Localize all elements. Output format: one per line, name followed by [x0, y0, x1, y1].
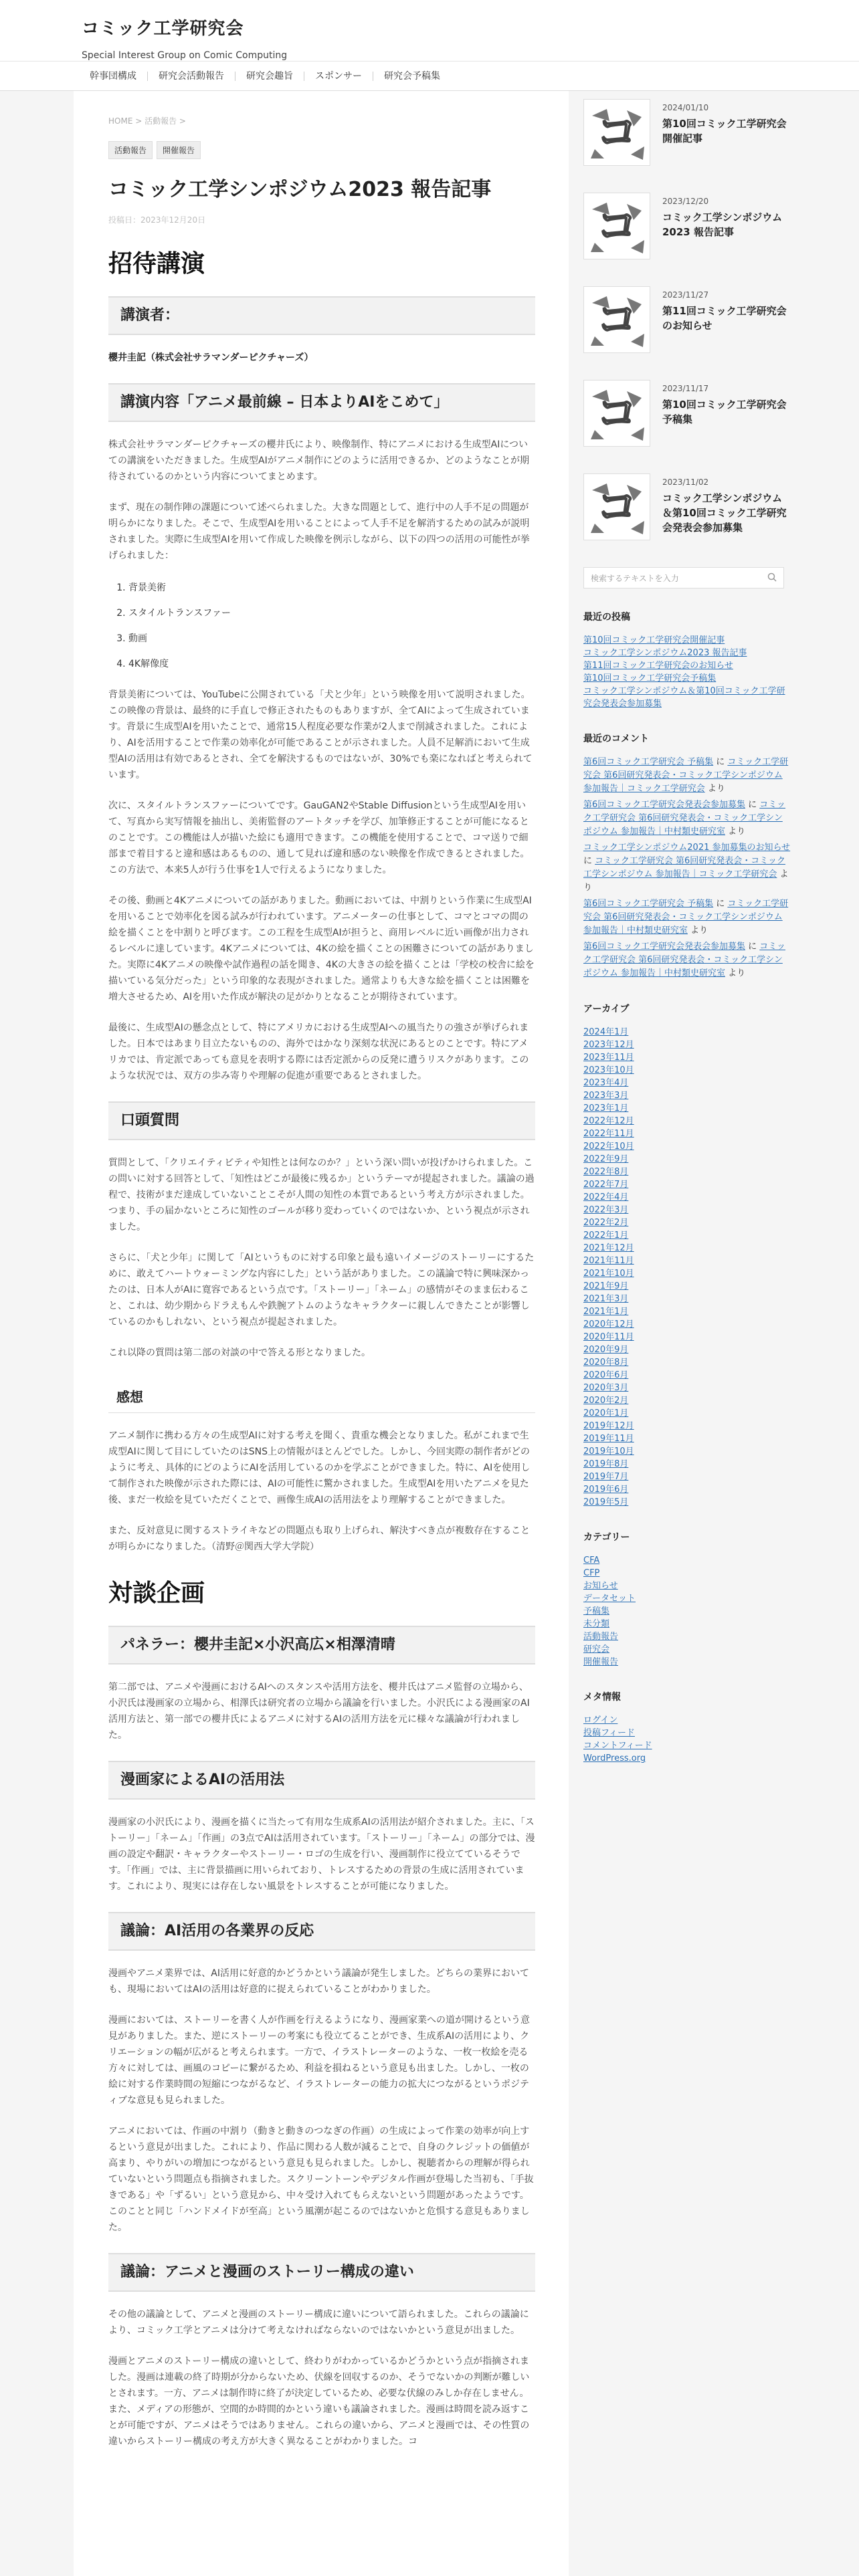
category-title: カテゴリー: [583, 1532, 630, 1543]
recent-comments-list: [583, 756, 791, 980]
recent-post-card[interactable]: [583, 193, 791, 259]
archive-link[interactable]: 2022年9月: [583, 1154, 629, 1164]
svg-text:コ: コ: [595, 108, 638, 156]
meta-list: [583, 1714, 791, 1765]
paragraph: さらに、「犬と少年」に関して「AIというものに対する印象と最も遠いイメージのストーリーにするために、敢えてハートウォーミングな内容にした」という話がありました。この議論で特に興味深かったのは、日本人がAIに寛容であるという点です。「ストーリー」「ネーム」の感情がそのまま伝わること、これは、幼少期からドラえもんや鉄腕アトムのようなキャラクターに親しんできたことが影響しているのかもしれない、という視点が提起されました。: [108, 1253, 535, 1327]
meta-link[interactable]: ログイン: [583, 1715, 618, 1725]
archive-link[interactable]: 2022年1月: [583, 1230, 629, 1241]
heading-qa: 口頭質問: [108, 1101, 535, 1140]
svg-text:コ: コ: [595, 482, 638, 531]
comment-separator: に: [745, 942, 760, 952]
paragraph: これ以降の質問は第二部の対談の中で答える形となりました。: [108, 1348, 371, 1358]
post-date: 投稿日：2023年12月20日: [108, 215, 206, 225]
comment-tail: より: [583, 869, 789, 893]
archive-link[interactable]: 2020年9月: [583, 1345, 629, 1355]
recent-post-card[interactable]: [583, 473, 791, 540]
archive-title: アーカイブ: [583, 1004, 630, 1014]
recent-post-card[interactable]: [583, 99, 791, 166]
recent-post-link[interactable]: コミック工学シンポジウム2023 報告記事: [583, 648, 747, 658]
nav-item-purpose[interactable]: 研究会趣旨: [235, 72, 304, 81]
meta-title: メタ情報: [583, 1692, 621, 1703]
paragraph: まず、現在の制作陣の課題について述べられました。大きな問題として、進行中の人手不足の問題が明らかになりました。そこで、生成型AIを用いることによって人手不足を解消するための試みが説明されました。実際に生成型AIを用いて作成した映像を例示しながら、以下の四つの活用の可能性が挙げられました：: [108, 502, 530, 561]
archive-link[interactable]: 2019年11月: [583, 1434, 634, 1444]
comment-author-link[interactable]: 第6回コミック工学研究会 予稿集: [583, 757, 714, 767]
archive-link[interactable]: 2022年3月: [583, 1205, 629, 1215]
comment-separator: に: [745, 800, 760, 810]
post-date: 2023/11/02: [662, 477, 709, 487]
recent-cards: [583, 99, 791, 540]
post-article: [74, 91, 569, 2576]
nav-item-proceedings[interactable]: 研究会予稿集: [384, 70, 440, 82]
heading-story-structure: 議論：アニメと漫画のストーリー構成の違い: [108, 2253, 535, 2292]
recent-post-link[interactable]: 第11回コミック工学研究会のお知らせ: [583, 661, 733, 671]
post-thumbnail[interactable]: [583, 99, 650, 166]
paragraph: 漫画家の小沢氏により、漫画を描くに当たって有用な生成系AIの活用法が紹介されました。主に、「ストーリー」「ネーム」「作画」の3点でAIは活用されています。「ストーリー」「ネーム」の部分では、漫画の設定や翻訳・キャラクターやストーリー・ロゴの生成を行い、漫画制作に役立てているそうです。「作画」では、主に背景描画に用いられており、トレスするための背景の生成に活用されています。これにより、現実には存在しない風景をトレスすることが可能になりました。: [108, 1817, 535, 1892]
archive-link[interactable]: 2019年12月: [583, 1421, 634, 1431]
comment-separator: に: [713, 757, 728, 767]
archive-link[interactable]: 2019年6月: [583, 1485, 629, 1495]
archive-link[interactable]: 2021年3月: [583, 1294, 629, 1304]
section-dialogue: 対談企画: [108, 1580, 205, 1607]
paragraph: その他の議論として、アニメと漫画のストーリー構成に違いについて語られました。これらの議論により、コミック工学とアニメは分けて考えなければならないのではないかという意見が出ました。: [108, 2309, 529, 2336]
heading-panelists: パネラー：櫻井圭記×小沢高広×相澤清晴: [108, 1626, 535, 1665]
search-box[interactable]: [583, 567, 784, 588]
comment-tail: より: [688, 926, 708, 936]
heading-talk-content: 講演内容「アニメ最前線 – 日本よりAIをこめて」: [108, 383, 535, 422]
paragraph: 最後に、生成型AIの懸念点として、特にアメリカにおける生成型AIへの風当たりの強さが挙げられました。日本ではあまり目立たないものの、海外ではかなり深刻な状況にあるとのことです。特にアメリカでは、肯定派であっても意見を表明する際には否定派からの反発に遭うリスクがあります。このような状況では、双方の歩み寄りや理解の促進が重要であるとされました。: [108, 1023, 529, 1081]
meta-link[interactable]: コメントフィード: [583, 1741, 652, 1751]
archive-link[interactable]: 2020年8月: [583, 1358, 629, 1368]
post-title-link[interactable]: コミック工学シンポジウム＆第10回コミック工学研究会発表会参加募集: [662, 492, 787, 534]
category-tag-activity[interactable]: 活動報告: [108, 141, 153, 159]
archive-link[interactable]: 2021年10月: [583, 1269, 634, 1279]
archive-link[interactable]: 2023年12月: [583, 1040, 634, 1050]
ai-use-list: [108, 580, 535, 672]
archive-link[interactable]: 2019年10月: [583, 1446, 634, 1457]
archive-link[interactable]: 2022年8月: [583, 1167, 629, 1177]
recent-post-link[interactable]: 第10回コミック工学研究会予稿集: [583, 673, 717, 683]
list-item: 3. 動画: [128, 631, 535, 647]
recent-post-card[interactable]: [583, 380, 791, 447]
archive-link[interactable]: 2021年11月: [583, 1256, 634, 1266]
post-title-link[interactable]: 第10回コミック工学研究会開催記事: [662, 118, 787, 144]
category-link[interactable]: データセット: [583, 1594, 636, 1604]
post-thumbnail[interactable]: [583, 473, 650, 540]
category-link[interactable]: お知らせ: [583, 1581, 618, 1591]
archive-link[interactable]: 2022年4月: [583, 1192, 629, 1202]
search-icon[interactable]: [767, 572, 777, 584]
comment-item: [583, 798, 791, 839]
archive-link[interactable]: 2023年11月: [583, 1053, 634, 1063]
comment-post-link[interactable]: コミック工学研究会 第6回研究発表会・コミック工学シンポジウム 参加報告｜中村類史研究室: [583, 942, 786, 978]
list-item: 1. 背景美術: [128, 580, 535, 596]
recent-post-card[interactable]: [583, 286, 791, 353]
archive-list: [583, 1026, 791, 1509]
post-date: 2023/11/17: [662, 384, 709, 393]
comment-author-link[interactable]: コミック工学シンポジウム2021 参加募集のお知らせ: [583, 843, 791, 853]
svg-text:コ: コ: [595, 295, 638, 344]
archive-link[interactable]: 2019年5月: [583, 1497, 629, 1507]
comment-item: [583, 841, 791, 895]
archive-link[interactable]: 2023年3月: [583, 1091, 629, 1101]
archive-link[interactable]: 2020年12月: [583, 1319, 634, 1329]
comment-separator: に: [713, 899, 728, 909]
paragraph: 次に、スタイルトランスファーについてです。GauGAN2やStable Diffusionという生成型AIを用いて、写真から実写情報を抽出し、美術監督のアートタッチを学び、加筆修正することが可能になるとのことです。この機能は人が描いた絵にも適用できます。この機能を使用することで、コマ送りで細部まで着目すると違和感はあるものの、通して見れば違和感のない映像を作成できるとされました。この方法で、本来5人が行う仕事を1人で行えるようになりました。: [108, 800, 530, 875]
archive-link[interactable]: 2022年11月: [583, 1129, 634, 1139]
archive-link[interactable]: 2021年1月: [583, 1307, 629, 1317]
archive-link[interactable]: 2023年1月: [583, 1103, 629, 1113]
post-thumbnail[interactable]: [583, 193, 650, 259]
archive-link[interactable]: 2019年7月: [583, 1472, 629, 1482]
comment-post-link[interactable]: コミック工学研究会 第6回研究発表会・コミック工学シンポジウム 参加報告｜コミック工学研究会: [583, 757, 789, 794]
paragraph: アニメにおいては、作画の中割り（動きと動きのつなぎの作画）の生成によって作業の効率が向上するという意見が出ました。これにより、作品に関わる人数が減ることで、自身のクレジットの価値が高まり、やりがいの増加につながるという意見も見られました。しかし、視聴者からの理解が得られていないという問題点も指摘されました。スクリーントーンやデジタル作画が登場した当初も、「手抜きである」や「ずるい」という意見から、中々受け入れてもらえないという問題があったようです。このことと同じ「ハンドメイドが至高」という風潮が起こるのではないかと危惧する意見もありました。: [108, 2126, 534, 2233]
comment-post-link[interactable]: コミック工学研究会 第6回研究発表会・コミック工学シンポジウム 参加報告｜コミック工学研究会: [583, 856, 786, 879]
category-list: [583, 1554, 791, 1669]
post-date: 2023/12/20: [662, 197, 709, 206]
recent-posts-list: [583, 634, 791, 710]
category-link[interactable]: CFA: [583, 1555, 600, 1566]
archive-link[interactable]: 2023年4月: [583, 1078, 629, 1088]
heading-industry-reaction: 議論：AI活用の各業界の反応: [108, 1912, 535, 1951]
svg-text:コ: コ: [595, 389, 638, 437]
archive-link[interactable]: 2020年1月: [583, 1408, 629, 1418]
archive-link[interactable]: 2022年2月: [583, 1218, 629, 1228]
heading-thoughts: 感想: [108, 1381, 535, 1413]
paragraph: アニメ制作に携わる方々の生成型AIに対する考えを聞く、貴重な機会となりました。私がこれまで生成型AIに関して目にしていたのはSNS上の情報がほとんどでした。しかし、今回実際の制作者がどのように考え、具体的にどのようにAIを活用しているのかを学ぶことができました。特に、AIを使用して制作された映像が示された際には、AIの可能性に驚かされました。生成型AIを用いたアニメを見た後、まだ一枚絵を見ていただくことで、画像生成AIの活用法をより理解することができました。: [108, 1430, 531, 1505]
search-input[interactable]: 検索するテキストを入力: [591, 573, 679, 583]
comment-item: [583, 756, 791, 796]
comment-separator: に: [583, 856, 595, 866]
comment-author-link[interactable]: 第6回コミック工学研究会発表会参加募集: [583, 942, 746, 952]
paragraph: 漫画においては、ストーリーを書く人が作画を行えるようになり、漫画家業への道が開けるという意見がありました。また、逆にストーリーの考案にも役立てることができ、生成系AIの活用により、クリエーションの幅が広がると考えられます。一方で、イラストレーターのような、一枚一枚絵を売る方々に対しては、画風のコピーに繋がるため、利益を損ねるという意見も出ました。しかし、一枚の絵に対する作業時間の短縮につながるなど、イラストレーターの能力の拡大につながるというポジティブな意見も見られました。: [108, 2015, 530, 2106]
nav-item-sponsors[interactable]: スポンサー: [304, 72, 373, 81]
post-thumbnail[interactable]: [583, 286, 650, 353]
post-date: 2023/11/27: [662, 290, 709, 300]
paragraph: 株式会社サラマンダーピクチャーズの櫻井氏により、映像制作、特にアニメにおける生成型AIについての講演をいただきました。生成型AIがアニメ制作にどのように活用できるか、どのようなことが期待されているのかという内容についてまとめます。: [108, 439, 530, 482]
category-link[interactable]: CFP: [583, 1568, 600, 1578]
post-title: コミック工学シンポジウム2023 報告記事: [108, 178, 492, 201]
recent-comments-title: 最近のコメント: [583, 734, 649, 744]
recent-post-link[interactable]: 第10回コミック工学研究会開催記事: [583, 635, 725, 645]
comment-post-link[interactable]: コミック工学研究会 第6回研究発表会・コミック工学シンポジウム 参加報告｜中村類史研究室: [583, 800, 786, 837]
comment-author-link[interactable]: 第6回コミック工学研究会 予稿集: [583, 899, 714, 909]
main-nav: [0, 62, 859, 91]
archive-link[interactable]: 2022年12月: [583, 1116, 634, 1126]
comment-author-link[interactable]: 第6回コミック工学研究会発表会参加募集: [583, 800, 746, 810]
category-tag-event[interactable]: 開催報告: [157, 141, 201, 159]
paragraph: 漫画やアニメ業界では、AI活用に好意的かどうかという議論が発生しました。どちらの業界においても、現場においてはAIの活用は好意的に捉えられていることがわかりました。: [108, 1968, 530, 1995]
recent-post-link[interactable]: コミック工学シンポジウム＆第10回コミック工学研究会発表会参加募集: [583, 686, 785, 709]
post-title-link[interactable]: 第10回コミック工学研究会予稿集: [662, 399, 787, 425]
category-link[interactable]: 予稿集: [583, 1606, 610, 1616]
heading-manga-ai: 漫画家によるAIの活用法: [108, 1761, 535, 1800]
archive-link[interactable]: 2021年12月: [583, 1243, 634, 1253]
archive-link[interactable]: 2019年8月: [583, 1459, 629, 1469]
paragraph: 漫画とアニメのストーリー構成の違いとして、終わりがわかっているかどうかという点が指摘されました。漫画は連載の終了時期が分からないため、伏線を回収するのか、そうでないかの判断が難しいとされます。一方、アニメは制作時に終了が決定しているため、必要な伏線のみしか存在しません。また、メディアの形態が、空間的か時間的かという違いも議論されました。漫画は時間を読み返すことが可能ですが、アニメはそうではありません。これらの違いから、アニメと漫画では、その性質の違いからストーリー構成の考え方が大きく異なることがわかりました。コ: [108, 2356, 530, 2447]
archive-link[interactable]: 2020年11月: [583, 1332, 634, 1342]
paragraph: 質問として、「クリエイティビティや知性とは何なのか？」という深い問いが投げかけられました。この問いに対する回答として、「知性はどこが最後に残るか」というテーマが提起されました。議論の過程で、技術がまだ達成していないことこそが人間の知性の本質であるという考え方が示されました。つまり、手の届かないところに知性のゴールが移り変わっていくのではないか、という視点が示されました。: [108, 1158, 535, 1232]
site-title[interactable]: コミック工学研究会: [82, 19, 244, 39]
paragraph: また、反対意見に関するストライキなどの問題点も取り上げられ、解決すべき点が複数存在することが明らかになりました。（清野＠関西大学大学院）: [108, 1525, 531, 1552]
category-link[interactable]: 開催報告: [583, 1657, 619, 1667]
list-item: 4. 4K解像度: [128, 656, 535, 672]
category-link[interactable]: 活動報告: [583, 1632, 619, 1642]
nav-item-officers[interactable]: 幹事団構成: [79, 72, 148, 81]
archive-link[interactable]: 2020年2月: [583, 1396, 629, 1406]
archive-link[interactable]: 2020年6月: [583, 1370, 629, 1380]
comment-tail: より: [725, 827, 746, 837]
speaker-name: 櫻井圭記（株式会社サラマンダーピクチャーズ）: [108, 352, 314, 363]
sidebar: [583, 91, 791, 2576]
comment-tail: より: [725, 968, 746, 978]
archive-link[interactable]: 2022年7月: [583, 1180, 629, 1190]
post-thumbnail[interactable]: [583, 380, 650, 447]
comment-tail: より: [704, 784, 725, 794]
archive-link[interactable]: 2024年1月: [583, 1027, 629, 1037]
section-invited-talk: 招待講演: [108, 250, 205, 278]
comment-post-link[interactable]: コミック工学研究会 第6回研究発表会・コミック工学シンポジウム 参加報告｜中村類史研究室: [583, 899, 789, 936]
post-title-link[interactable]: 第11回コミック工学研究会のお知らせ: [662, 305, 787, 332]
comment-item: [583, 897, 791, 938]
meta-link[interactable]: 投稿フィード: [583, 1728, 635, 1738]
heading-speaker: 講演者：: [108, 296, 535, 335]
list-item: 2. スタイルトランスファー: [128, 605, 535, 621]
category-link[interactable]: 研究会: [583, 1644, 610, 1654]
recent-posts-title: 最近の投稿: [583, 612, 630, 623]
archive-link[interactable]: 2023年10月: [583, 1065, 634, 1075]
archive-link[interactable]: 2020年3月: [583, 1383, 629, 1393]
post-date: 2024/01/10: [662, 103, 709, 112]
svg-text:コ: コ: [595, 201, 638, 250]
post-title-link[interactable]: コミック工学シンポジウム2023 報告記事: [662, 211, 783, 238]
archive-link[interactable]: 2022年10月: [583, 1142, 634, 1152]
archive-link[interactable]: 2021年9月: [583, 1281, 629, 1291]
paragraph: 背景美術については、YouTubeに公開されている「犬と少年」という映像を用いて説明されました。この映像の背景は、最終的に手直しで修正されたものもありますが、全てAIによって生成されています。背景に生成型AIを用いたことで、通常15人程度必要な作業が2人まで削減されました。これにより、AIを活用することで作業の効率化が可能であることが示されました。人員不足解消において生成型AIの活用は有効であるとされ、全てを解決するものではないが、30%でも楽になればと考えられています。: [108, 689, 533, 780]
breadcrumb[interactable]: HOME > 活動報告 >: [108, 116, 186, 126]
paragraph: 第二部では、アニメや漫画におけるAIへのスタンスや活用方法を、櫻井氏はアニメ監督の立場から、小沢氏は漫画家の立場から、相澤氏は研究者の立場から議論を行いました。小沢氏による漫画家のAI活用方法と、第一部での櫻井氏によるアニメに対するAIの活用方法を元に様々な議論が行われました。: [108, 1682, 530, 1741]
site-description: Special Interest Group on Comic Computing: [82, 50, 288, 61]
nav-item-reports[interactable]: 研究会活動報告: [148, 72, 235, 81]
comment-item: [583, 940, 791, 980]
category-link[interactable]: 未分類: [583, 1619, 610, 1629]
meta-link[interactable]: WordPress.org: [583, 1753, 646, 1763]
site-header: [0, 0, 859, 62]
paragraph: その後、動画と4Kアニメについての話がありました。動画においては、中割りという作業に生成型AIを用いることで効率化を図る試みが行われています。アニメーターの仕事として、コマとコマの間の絵を描くことを中割りと呼びます。この工程を生成型AIが担うと、商用レベルに近い画像が出力されるレベルに達しています。4Kアニメについては、4Kの絵を描くことの困難さについての話がありました。実際に4Kアニメの映像や試作過程の話を聞き、4Kの大きさの絵を描くことは「学校の校舎に絵を描いている気分だった」という印象的な表現がされました。通常よりも大きな絵を描くことは困難を増大させるため、AIを用いた作成が解決の足がかりとなることが期待されています。: [108, 895, 535, 1002]
